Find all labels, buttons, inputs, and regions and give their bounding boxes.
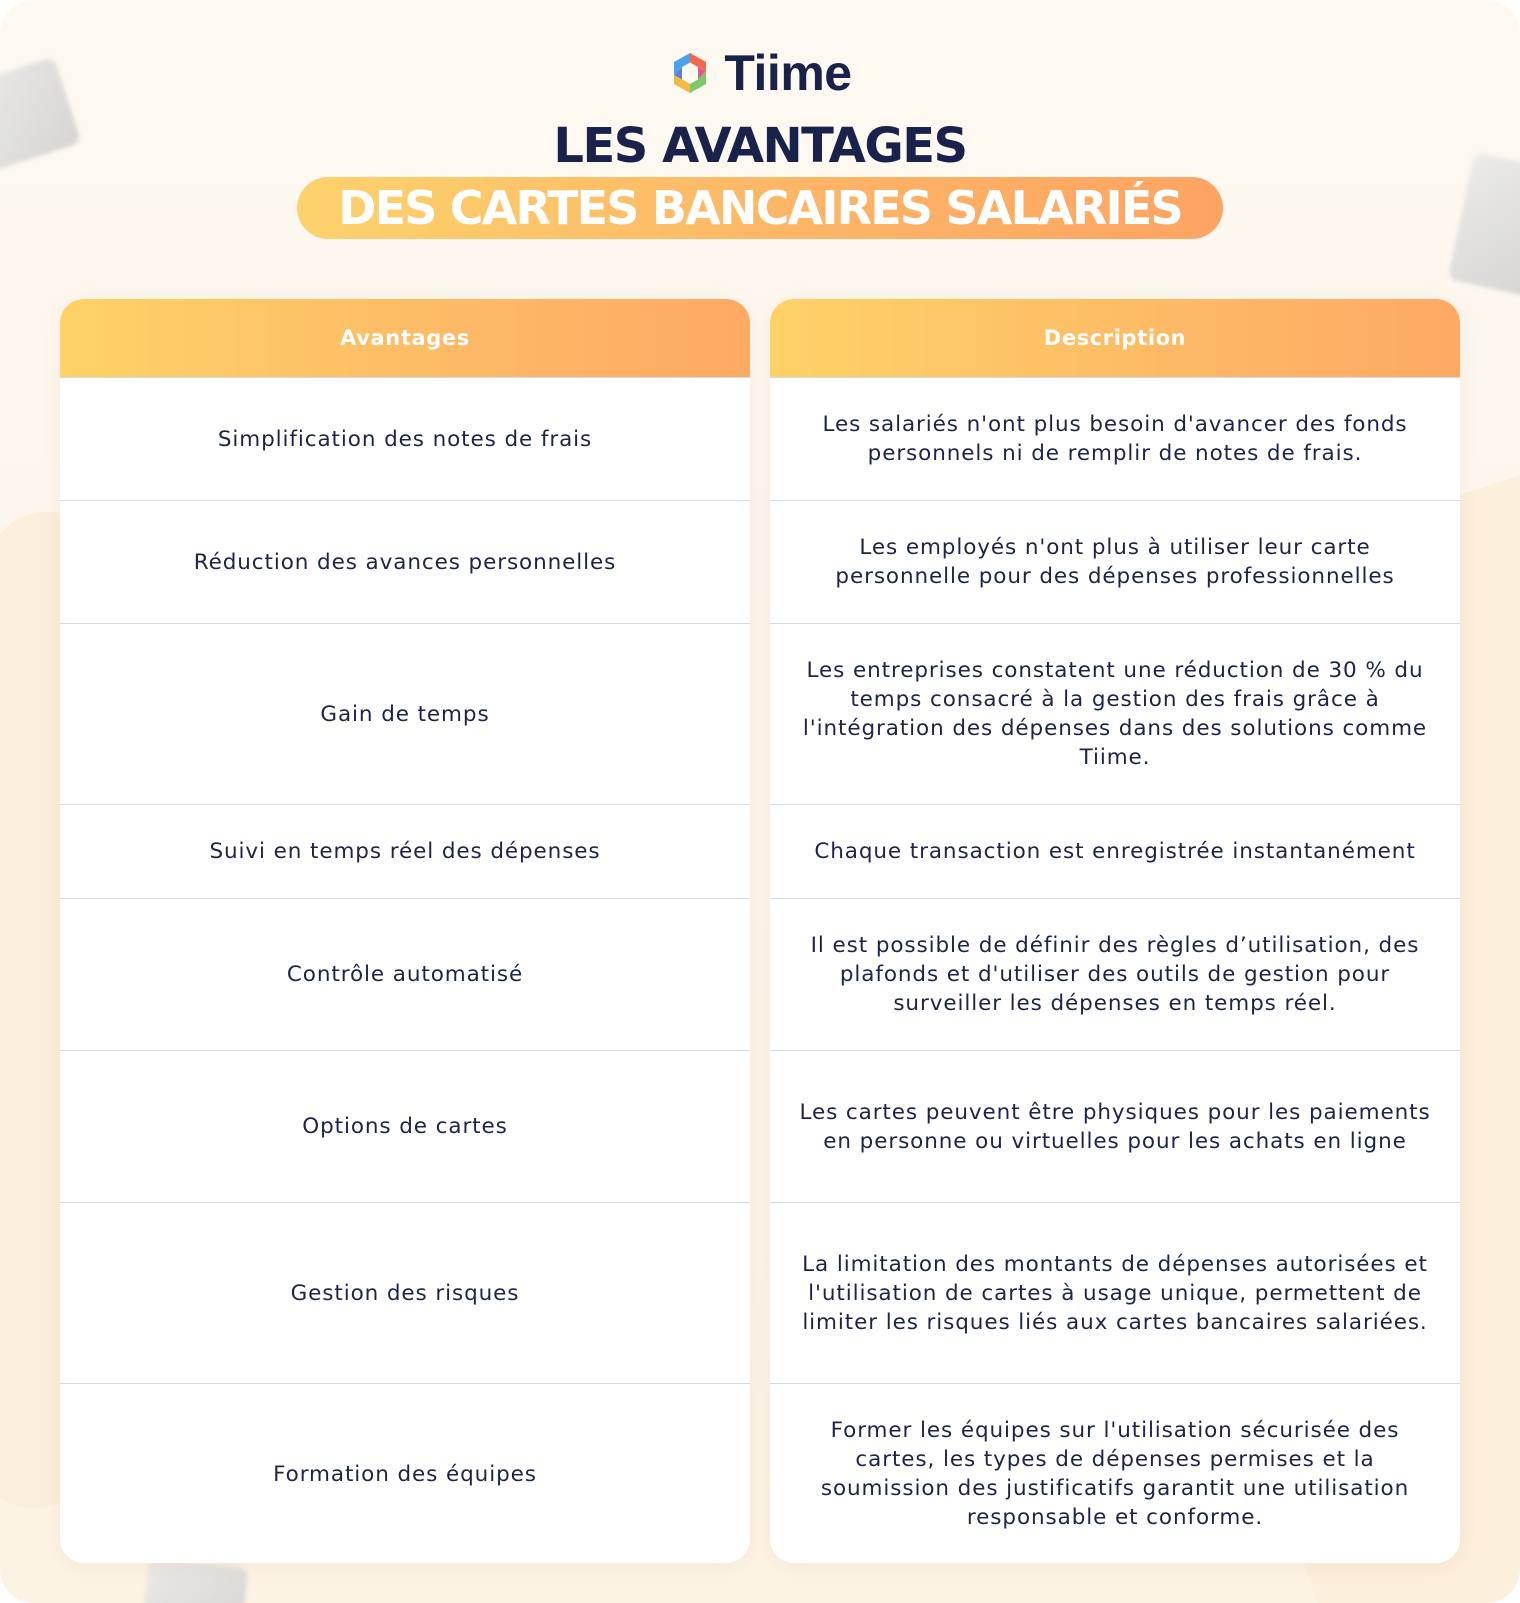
column-header-description: Description — [770, 299, 1460, 377]
brand-logo — [0, 44, 1520, 102]
advantage-cell: Suivi en temps réel des dépenses — [60, 804, 750, 898]
advantage-cell: Formation des équipes — [60, 1383, 750, 1563]
advantage-cell: Gestion des risques — [60, 1202, 750, 1383]
page-title-line-2: DES CARTES BANCAIRES SALARIÉS — [338, 181, 1182, 235]
advantage-cell: Réduction des avances personnelles — [60, 500, 750, 623]
brand-name: Tiime — [724, 45, 852, 101]
column-header-advantages: Avantages — [60, 299, 750, 377]
description-cell: Les entreprises constatent une réduction de 30 % du temps consacré à la gestion des frais grâce à l'intégration des dépenses dans des solutions comme Tiime. — [770, 623, 1460, 804]
page-title-highlight — [297, 177, 1223, 239]
page-title-line-1: LES AVANTAGES — [553, 118, 967, 174]
advantage-cell: Contrôle automatisé — [60, 898, 750, 1050]
column-advantages — [60, 299, 750, 1563]
description-cell: Les cartes peuvent être physiques pour les paiements en personne ou virtuelles pour les achats en ligne — [770, 1050, 1460, 1202]
description-cell: Former les équipes sur l'utilisation sécurisée des cartes, les types de dépenses permises et la soumission des justificatifs garantit une utilisation responsable et conforme. — [770, 1383, 1460, 1563]
column-description — [770, 299, 1460, 1563]
description-cell: Chaque transaction est enregistrée instantanément — [770, 804, 1460, 898]
description-cell: Il est possible de définir des règles d’utilisation, des plafonds et d'utiliser des outils de gestion pour surveiller les dépenses en temps réel. — [770, 898, 1460, 1050]
description-cell: Les salariés n'ont plus besoin d'avancer des fonds personnels ni de remplir de notes de frais. — [770, 377, 1460, 500]
decorative-card-image — [142, 1558, 249, 1603]
advantage-cell: Simplification des notes de frais — [60, 377, 750, 500]
description-cell: La limitation des montants de dépenses autorisées et l'utilisation de cartes à usage unique, permettent de limiter les risques liés aux cartes bancaires salariées. — [770, 1202, 1460, 1383]
advantage-cell: Options de cartes — [60, 1050, 750, 1202]
tiime-logo-icon — [668, 49, 712, 97]
description-cell: Les employés n'ont plus à utiliser leur carte personnelle pour des dépenses professionnelles — [770, 500, 1460, 623]
advantage-cell: Gain de temps — [60, 623, 750, 804]
